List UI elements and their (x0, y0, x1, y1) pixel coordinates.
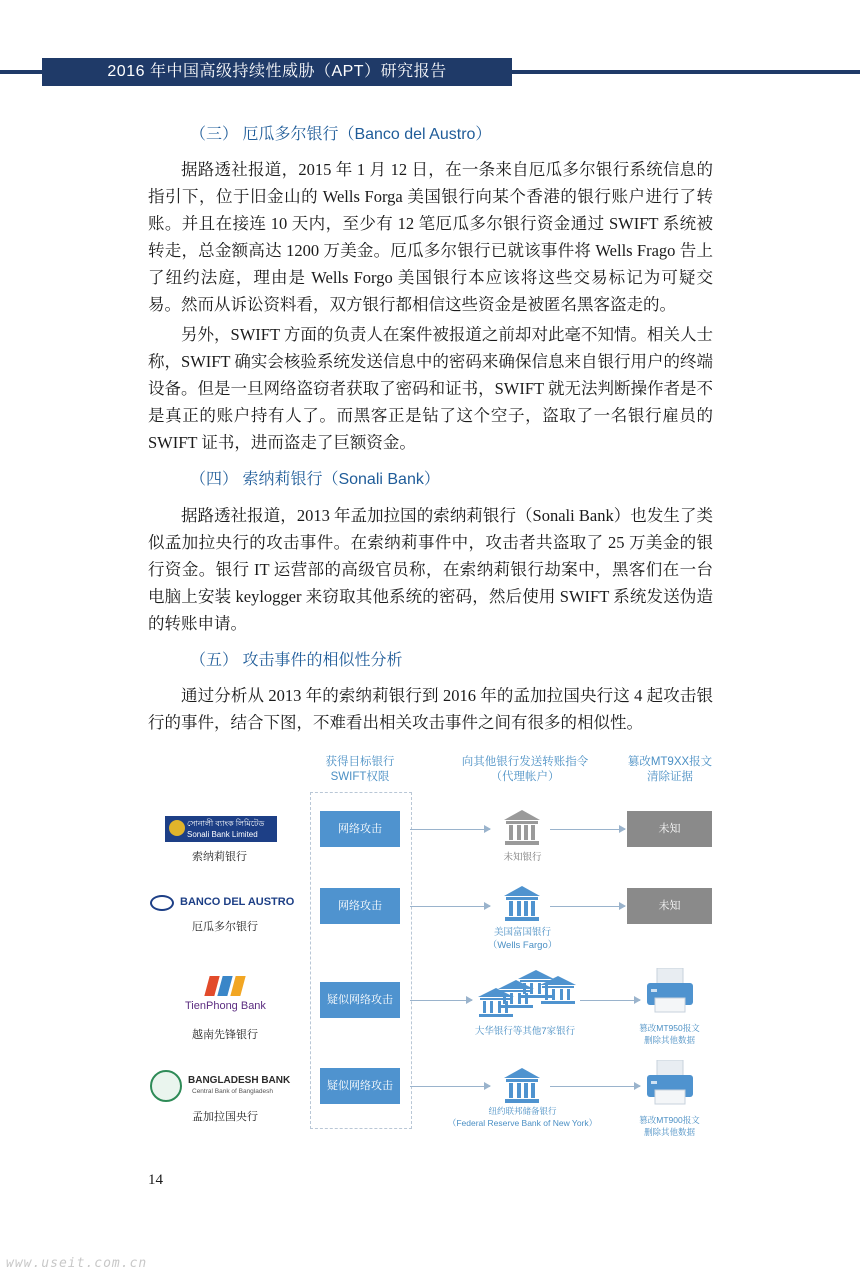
section-heading-5: （五） 攻击事件的相似性分析 (190, 652, 403, 669)
report-title-banner: 2016 年中国高级持续性威胁（APT）研究报告 (42, 58, 512, 86)
column-header-tamper-line1: 篡改MT9XX报文 (627, 756, 713, 768)
arrow-tienphong-2 (580, 1000, 640, 1001)
attack-box-bangladesh: 疑似网络攻击 (320, 1068, 400, 1104)
section-heading-3: （三） 厄瓜多尔银行（Banco del Austro） (190, 126, 492, 143)
watermark: www.useit.com.cn (6, 1256, 148, 1271)
attack-box-austro: 网络攻击 (320, 888, 400, 924)
bank-label-wells-fargo-cn: 美国富国银行 (493, 927, 551, 938)
note-tienphong-line2: 删除其他数据 (643, 1035, 695, 1045)
bank-name-tienphong: 越南先锋银行 (192, 1029, 258, 1041)
bangladesh-emblem-icon (150, 1070, 182, 1102)
bank-label-uob: 大华银行等其他7家银行 (474, 1026, 576, 1037)
column-header-access-line1: 获得目标银行 (325, 756, 395, 768)
bank-name-sonali: 索纳莉银行 (192, 851, 247, 863)
logo-bangladesh-subtext: Central Bank of Bangladesh (192, 1088, 273, 1095)
bank-label-frbny-cn: 纽约联邦储备银行 (488, 1106, 557, 1116)
logo-tienphong-bank (185, 976, 285, 1018)
logo-banco-del-austro (150, 894, 300, 914)
bank-cluster-icon (478, 968, 578, 1020)
tienphong-mark-orange (230, 976, 245, 996)
arrow-sonali-1 (410, 829, 490, 830)
logo-tienphong-text: TienPhong Bank (185, 1000, 266, 1012)
note-bangladesh-line2: 删除其他数据 (643, 1127, 695, 1137)
note-bangladesh (627, 1114, 712, 1138)
arrow-tienphong-1 (410, 1000, 472, 1001)
bank-building-icon (502, 884, 542, 924)
arrow-austro-1 (410, 906, 490, 907)
sonali-emblem-icon (169, 820, 185, 836)
bank-label-wells-fargo (465, 926, 580, 952)
arrow-austro-2 (550, 906, 625, 907)
austro-emblem-icon (150, 895, 174, 911)
column-header-access-line2: SWIFT权限 (330, 771, 390, 783)
column-header-transfer-line2: （代理帐户） (490, 771, 560, 783)
paragraph-s4-1: 据路透社报道，2013 年孟加拉国的索纳莉银行（Sonali Bank）也发生了类似孟加拉央行的攻击事件。在索纳莉事件中，攻击者共盗取了 25 万美金的银行资金。银行 IT 运营部的高级官员称，在索纳莉银行劫案中，黑客们在一台电脑上安装 keylogger 来窃取其他系统的密码，然后使用 SWIFT 系统发送伪造的转账申请。 (148, 506, 713, 633)
bank-name-austro: 厄瓜多尔银行 (192, 921, 258, 933)
logo-austro-text: BANCO DEL AUSTRO (180, 896, 295, 908)
column-header-access (310, 755, 410, 785)
column-header-transfer (440, 755, 610, 785)
attack-comparison-diagram (140, 750, 730, 1145)
paragraph-s3-1: 据路透社报道，2015 年 1 月 12 日，在一条来自厄瓜多尔银行系统信息的指引下，位于旧金山的 Wells Forga 美国银行向某个香港的银行账户进行了转账。并且在接连 10 天内，至少有 12 笔厄瓜多尔银行资金通过 SWIFT 系统被转走，总金额高达 1200 万美金。厄瓜多尔银行已就该事件将 Wells Frago 告上了纽约法庭，理由是 Wells Forgo 美国银行本应该将这些交易标记为可疑交易。然而从诉讼资料看，双方银行都相信这些资金是被匿名黑客盗走的。 (148, 160, 713, 314)
column-header-tamper (620, 755, 720, 785)
arrow-bangladesh-1 (410, 1086, 490, 1087)
page-number: 14 (148, 1172, 163, 1188)
printer-icon (645, 1060, 695, 1106)
logo-sonali-bank (165, 816, 277, 842)
bank-label-wells-fargo-en: （Wells Fargo） (487, 940, 558, 951)
result-box-sonali: 未知 (627, 811, 712, 847)
arrow-sonali-2 (550, 829, 625, 830)
printer-icon (645, 968, 695, 1014)
attack-box-sonali: 网络攻击 (320, 811, 400, 847)
section-heading-4: （四） 索纳莉银行（Sonali Bank） (190, 471, 440, 488)
arrow-bangladesh-2 (550, 1086, 640, 1087)
bank-building-icon (502, 808, 542, 848)
bank-label-unknown: 未知银行 (503, 852, 542, 863)
attack-box-tienphong: 疑似网络攻击 (320, 982, 400, 1018)
result-box-austro: 未知 (627, 888, 712, 924)
logo-bangladesh-text: BANGLADESH BANK (188, 1075, 291, 1086)
bank-building-icon (502, 1066, 542, 1106)
logo-sonali-subtext: Sonali Bank Limited (187, 830, 258, 839)
logo-sonali-text: সোনালী ব্যাংক লিমিটেড (187, 819, 265, 828)
note-tienphong (627, 1022, 712, 1046)
column-header-transfer-line1: 向其他银行发送转账指令 (461, 756, 589, 768)
bank-name-bangladesh: 孟加拉国央行 (192, 1111, 258, 1123)
paragraph-s3-2: 另外，SWIFT 方面的负责人在案件被报道之前却对此毫不知情。相关人士称，SWIFT 确实会核验系统发送信息中的密码来确保信息来自银行用户的终端设备。但是一旦网络盗窃者获取了密码和证书，SWIFT 就无法判断操作者是不是真正的账户持有人了。而黑客正是钻了这个空子，盗取了一名银行雇员的 SWIFT 证书，进而盗走了巨额资金。 (148, 325, 713, 452)
note-tienphong-line1: 篡改MT950报文 (639, 1023, 700, 1033)
bank-label-frbny-en: （Federal Reserve Bank of New York） (447, 1118, 598, 1128)
note-bangladesh-line1: 篡改MT900报文 (639, 1115, 700, 1125)
bank-label-frbny (440, 1105, 605, 1129)
logo-bangladesh-bank (150, 1070, 300, 1104)
column-header-tamper-line2: 清除证据 (647, 771, 693, 783)
paragraph-s5-1: 通过分析从 2013 年的索纳莉银行到 2016 年的孟加拉国央行这 4 起攻击银行的事件，结合下图，不难看出相关攻击事件之间有很多的相似性。 (148, 686, 713, 732)
